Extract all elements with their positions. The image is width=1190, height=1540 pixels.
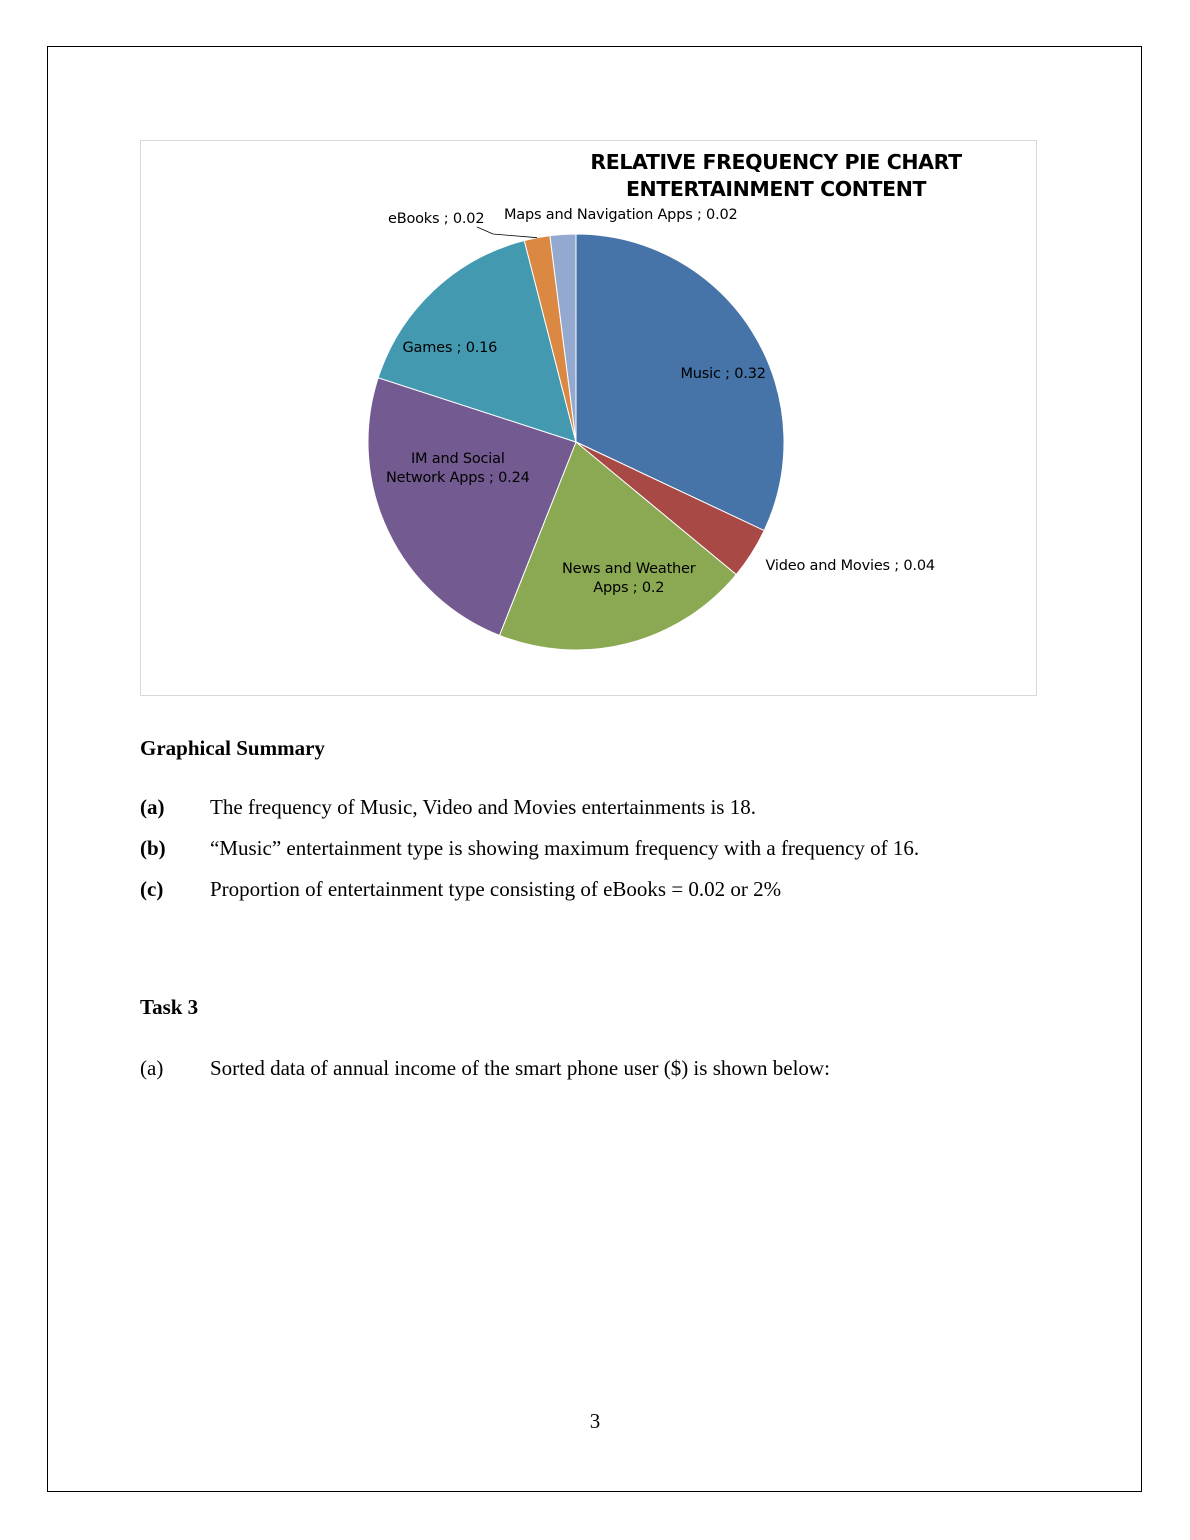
slice-label-line: Games ; 0.16 <box>402 339 498 356</box>
slice-label-ebooks <box>388 210 484 229</box>
task3-heading: Task 3 <box>140 995 199 1019</box>
ebooks-leader-line <box>477 227 537 238</box>
slice-label-line: Music ; 0.32 <box>680 365 766 382</box>
slice-label-line: IM and Social <box>410 451 505 467</box>
chart-title-line-2: ENTERTAINMENT CONTENT <box>625 177 927 201</box>
summary-item-c-mark: (c) <box>140 877 164 901</box>
slice-label-line: Video and Movies ; 0.04 <box>765 557 935 574</box>
summary-item-a-text: The frequency of Music, Video and Movies entertainments is 18. <box>210 795 756 819</box>
summary-item-c-text: Proportion of entertainment type consisting of eBooks = 0.02 or 2% <box>210 877 782 901</box>
slice-label-video-and-movies <box>766 557 935 576</box>
pie-chart <box>140 140 1037 696</box>
slice-label-line: eBooks ; 0.02 <box>388 210 485 227</box>
chart-title <box>561 149 991 203</box>
page-number: 3 <box>589 1409 601 1433</box>
chart-title-line-1: RELATIVE FREQUENCY PIE CHART <box>590 150 962 174</box>
task3-item-a-mark: (a) <box>140 1056 164 1080</box>
slice-label-line: News and Weather <box>562 561 696 577</box>
summary-item-b-mark: (b) <box>140 836 166 860</box>
slice-label-music <box>681 365 766 384</box>
slice-label-line: Network Apps ; 0.24 <box>386 470 530 486</box>
slice-label-line: Apps ; 0.2 <box>593 580 665 596</box>
slice-label-maps-and-navigation-apps <box>504 206 738 225</box>
graphical-summary-heading: Graphical Summary <box>140 736 325 760</box>
slice-label-news-and-weather-apps <box>562 560 696 598</box>
summary-item-b-text: “Music” entertainment type is showing maximum frequency with a frequency of 16. <box>210 836 920 860</box>
slice-label-line: Maps and Navigation Apps ; 0.02 <box>504 206 738 223</box>
slice-label-games <box>403 339 498 358</box>
task3-item-a-text: Sorted data of annual income of the smart phone user ($) is shown below: <box>210 1056 830 1080</box>
summary-item-a-mark: (a) <box>140 795 165 819</box>
slice-label-im-and-social-network-apps <box>386 450 530 488</box>
